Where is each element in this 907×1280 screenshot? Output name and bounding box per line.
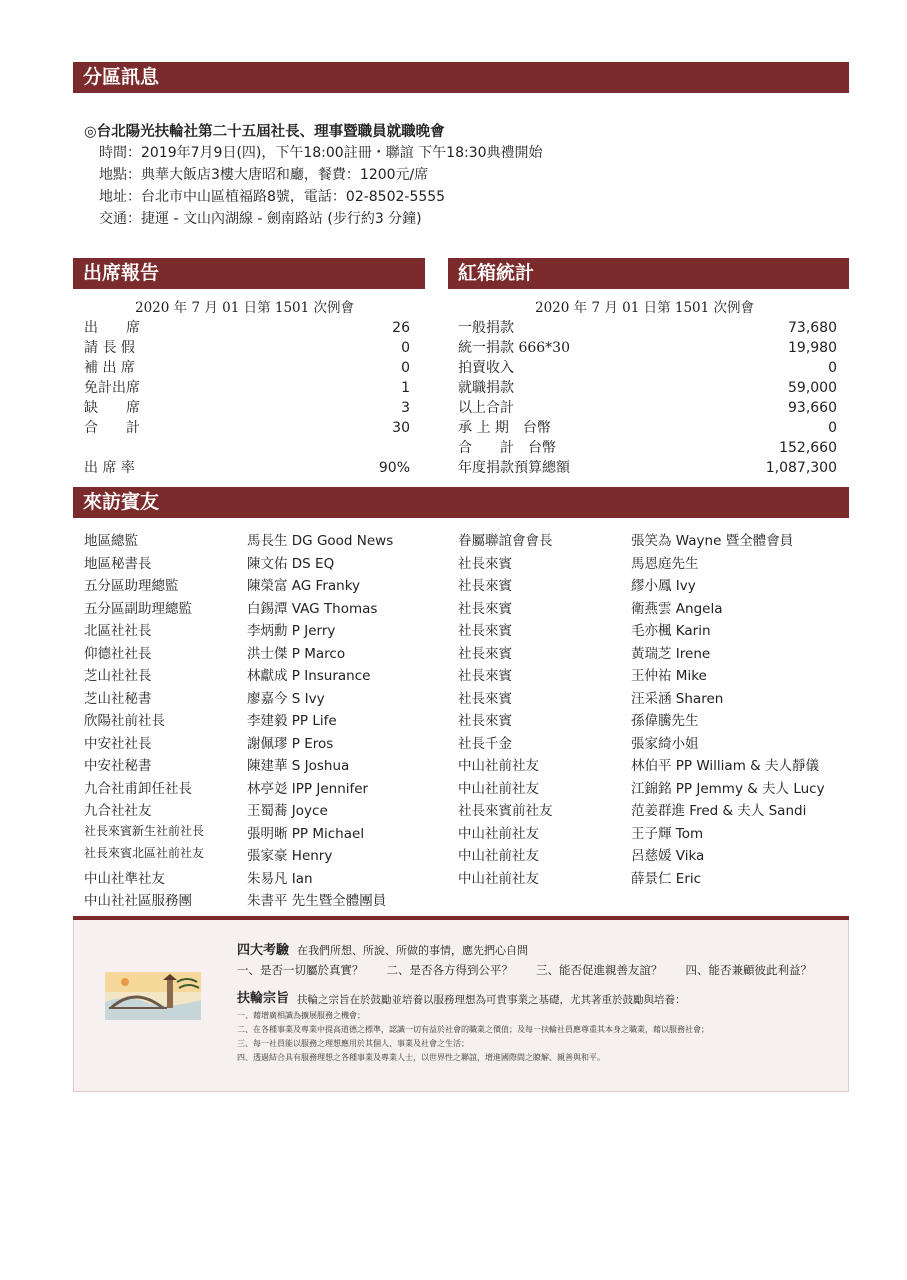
red-box-row-value: 0 bbox=[828, 360, 837, 376]
visitor-role: 眷屬聯誼會會長 bbox=[458, 533, 553, 549]
visitor-role: 欣陽社前社長 bbox=[84, 713, 165, 729]
visitor-name: 呂慈媛 Vika bbox=[631, 848, 705, 864]
visitor-role: 中山社前社友 bbox=[458, 780, 539, 797]
attendance-row-value: 1 bbox=[401, 380, 410, 396]
visitor-name: 汪采涵 Sharen bbox=[631, 690, 724, 707]
visitor-name: 林亭彣 IPP Jennifer bbox=[247, 780, 369, 797]
four-way-intro: 在我們所想、所說、所做的事情，應先捫心自問 bbox=[297, 944, 528, 957]
visitor-role: 中安社社長 bbox=[84, 735, 152, 752]
event-transport: 交通：捷運 - 文山內湖線 - 劍南路站 (步行約3 分鐘) bbox=[99, 211, 422, 227]
red-box-row-label: 承 上 期 台幣 bbox=[458, 420, 551, 436]
object-item: 二、在各種事業及專業中提高道德之標準，認識一切有益於社會的職業之價值；及每一扶輪社員應尊重其本身之職業，藉以服務社會； bbox=[237, 1025, 709, 1034]
attendance-row-value: 0 bbox=[401, 360, 410, 376]
visitor-role: 社長來賓 bbox=[458, 578, 512, 594]
visitor-role: 社長來賓 bbox=[458, 668, 512, 684]
attendance-row-label: 出 席 bbox=[84, 320, 140, 336]
visitor-name: 朱易凡 Ian bbox=[247, 870, 313, 887]
red-box-row-value: 152,660 bbox=[779, 440, 837, 456]
visitor-name: 馬長生 DG Good News bbox=[247, 533, 394, 549]
visitor-name: 馬恩庭先生 bbox=[631, 555, 699, 572]
visitor-name: 白錫潭 VAG Thomas bbox=[247, 600, 378, 617]
red-box-row-label: 就職捐款 bbox=[458, 380, 514, 396]
attendance-rate-value: 90% bbox=[378, 460, 410, 476]
rotary-footer-divider bbox=[73, 916, 849, 920]
red-box-row-label: 拍賣收入 bbox=[458, 360, 514, 376]
visitor-name: 繆小鳳 Ivy bbox=[631, 578, 696, 594]
visitor-role: 地區總監 bbox=[84, 533, 138, 549]
attendance-rate-label: 出 席 率 bbox=[84, 460, 135, 476]
visitor-name: 薛景仁 Eric bbox=[631, 870, 702, 887]
four-way-title: 四大考驗 bbox=[237, 943, 290, 958]
visitor-role: 社長來賓 bbox=[458, 600, 512, 617]
visitor-name: 王蜀蕎 Joyce bbox=[247, 803, 328, 819]
attendance-row-value: 3 bbox=[401, 400, 410, 416]
attendance-row-label: 缺 席 bbox=[84, 400, 140, 416]
red-box-row-value: 19,980 bbox=[788, 340, 837, 356]
attendance-row-label: 合 計 bbox=[84, 420, 140, 436]
red-box-row-label: 年度捐款預算總額 bbox=[458, 460, 570, 476]
bridge-icon bbox=[105, 972, 201, 1020]
visitor-role: 社長來賓 bbox=[458, 690, 512, 707]
visitor-name: 孫偉騰先生 bbox=[631, 713, 699, 729]
visitor-role: 中山社準社友 bbox=[84, 870, 165, 887]
event-place: 地點：典華大飯店3樓大唐昭和廳，餐費：1200元/席 bbox=[99, 167, 429, 183]
object-title: 扶輪宗旨 bbox=[237, 991, 290, 1006]
attendance-row-label: 請 長 假 bbox=[84, 340, 135, 356]
visitor-name: 陳榮富 AG Franky bbox=[247, 578, 361, 594]
visitor-role: 北區社社長 bbox=[84, 623, 152, 639]
object-item: 三、每一社員能以服務之理想應用於其個人、事業及社會之生活； bbox=[237, 1039, 469, 1048]
visitors-title: 來訪賓友 bbox=[83, 491, 160, 513]
visitor-name: 張明晰 PP Michael bbox=[247, 825, 365, 842]
bridge-illustration bbox=[105, 972, 201, 1020]
visitor-name: 林獻成 P Insurance bbox=[247, 668, 371, 684]
visitor-name: 廖嘉今 S Ivy bbox=[247, 690, 325, 707]
visitor-name: 毛亦楓 Karin bbox=[631, 623, 711, 639]
visitor-role: 芝山社社長 bbox=[84, 668, 152, 684]
visitor-name: 王子輝 Tom bbox=[631, 825, 704, 842]
visitor-role: 社長千金 bbox=[458, 735, 512, 752]
visitor-role: 中安社秘書 bbox=[84, 758, 152, 774]
attendance-row-value: 26 bbox=[392, 320, 410, 336]
visitor-role: 社長來賓 bbox=[458, 623, 512, 639]
red-box-row-label: 一般捐款 bbox=[458, 320, 514, 336]
visitor-name: 衛燕雲 Angela bbox=[631, 600, 723, 617]
visitor-role: 社長來賓新生社前社長 bbox=[84, 823, 205, 838]
visitor-role: 社長來賓北區社前社友 bbox=[84, 846, 205, 860]
district-news-title: 分區訊息 bbox=[83, 66, 160, 88]
visitor-role: 社長來賓 bbox=[458, 555, 512, 572]
red-box-row-value: 93,660 bbox=[788, 400, 837, 416]
attendance-row-label: 免計出席 bbox=[84, 380, 140, 396]
object-intro: 扶輪之宗旨在於鼓勵並培養以服務理想為可貴事業之基礎，尤其著重於鼓勵與培養： bbox=[297, 994, 686, 1006]
red-box-row-label: 統一捐款 666*30 bbox=[458, 340, 570, 356]
visitor-role: 中山社前社友 bbox=[458, 758, 539, 774]
visitor-name: 陳文佑 DS EQ bbox=[247, 555, 335, 572]
visitor-role: 五分區助理總監 bbox=[84, 578, 179, 594]
visitor-role: 中山社前社友 bbox=[458, 848, 539, 864]
red-box-header bbox=[448, 258, 849, 289]
visitor-role: 仰德社社長 bbox=[84, 645, 152, 662]
visitor-name: 江錦銘 PP Jemmy & 夫人 Lucy bbox=[631, 780, 825, 797]
object-item: 四、透過結合具有服務理想之各種事業及專業人士，以世界性之聯誼，增進國際間之瞭解、親善與和平。 bbox=[237, 1053, 605, 1062]
red-box-row-value: 0 bbox=[828, 420, 837, 436]
visitor-name: 謝佩璆 P Eros bbox=[247, 735, 334, 752]
red-box-title: 紅箱統計 bbox=[458, 262, 535, 284]
red-box-row-label: 以上合計 bbox=[458, 400, 514, 416]
visitor-name: 黃瑞芝 Irene bbox=[631, 645, 711, 662]
event-title: ◎台北陽光扶輪社第二十五屆社長、理事暨職員就職晚會 bbox=[84, 123, 445, 140]
four-way-items: 一、是否一切屬於真實？ 二、是否各方得到公平？ 三、能否促進親善友誼？ 四、能否兼顧彼此利益？ bbox=[237, 963, 812, 977]
red-box-row-value: 1,087,300 bbox=[765, 460, 837, 476]
event-time: 時間：2019年7月9日(四)，下午18:00註冊・聯誼 下午18:30典禮開始 bbox=[99, 145, 543, 161]
red-box-row-value: 73,680 bbox=[788, 320, 837, 336]
visitor-name: 李建毅 PP Life bbox=[247, 713, 337, 729]
attendance-row-value: 30 bbox=[392, 420, 410, 436]
red-box-row-label: 合 計 台幣 bbox=[458, 440, 556, 456]
red-box-row-value: 59,000 bbox=[788, 380, 837, 396]
visitor-role: 五分區副助理總監 bbox=[84, 600, 192, 617]
visitor-name: 朱書平 先生暨全體團員 bbox=[247, 893, 387, 909]
attendance-title: 出席報告 bbox=[83, 262, 160, 284]
visitor-role: 中山社前社友 bbox=[458, 870, 539, 887]
visitor-name: 王仲祐 Mike bbox=[631, 668, 707, 684]
visitor-name: 張笑為 Wayne 暨全體會員 bbox=[631, 533, 794, 549]
visitor-name: 陳建華 S Joshua bbox=[247, 758, 350, 774]
visitor-role: 九合社社友 bbox=[84, 803, 152, 819]
visitor-name: 張家豪 Henry bbox=[247, 848, 333, 864]
attendance-row-label: 補 出 席 bbox=[84, 360, 135, 376]
visitor-role: 九合社甫卸任社長 bbox=[84, 780, 192, 797]
district-news-header bbox=[73, 62, 849, 93]
visitor-role: 社長來賓前社友 bbox=[458, 803, 553, 819]
red-box-meeting: 2020 年 7 月 01 日第 1501 次例會 bbox=[535, 300, 755, 316]
visitor-name: 張家綺小姐 bbox=[631, 735, 699, 752]
visitor-name: 范姜群進 Fred & 夫人 Sandi bbox=[631, 803, 807, 819]
visitor-role: 地區秘書長 bbox=[84, 555, 152, 572]
visitor-name: 洪士傑 P Marco bbox=[247, 645, 346, 662]
visitor-role: 芝山社秘書 bbox=[84, 690, 152, 707]
visitor-role: 中山社社區服務團 bbox=[84, 893, 192, 909]
event-address: 地址：台北市中山區植福路8號，電話：02-8502-5555 bbox=[99, 189, 446, 205]
visitor-name: 林伯平 PP William & 夫人靜儀 bbox=[631, 758, 819, 774]
visitor-name: 李炳勳 P Jerry bbox=[247, 623, 336, 639]
visitor-role: 中山社前社友 bbox=[458, 825, 539, 842]
attendance-row-value: 0 bbox=[401, 340, 410, 356]
attendance-header bbox=[73, 258, 425, 289]
attendance-meeting: 2020 年 7 月 01 日第 1501 次例會 bbox=[135, 300, 355, 316]
visitors-header bbox=[73, 487, 849, 518]
visitor-role: 社長來賓 bbox=[458, 645, 512, 662]
visitor-role: 社長來賓 bbox=[458, 713, 512, 729]
object-item: 一、藉增廣相識為擴展服務之機會； bbox=[237, 1011, 365, 1020]
